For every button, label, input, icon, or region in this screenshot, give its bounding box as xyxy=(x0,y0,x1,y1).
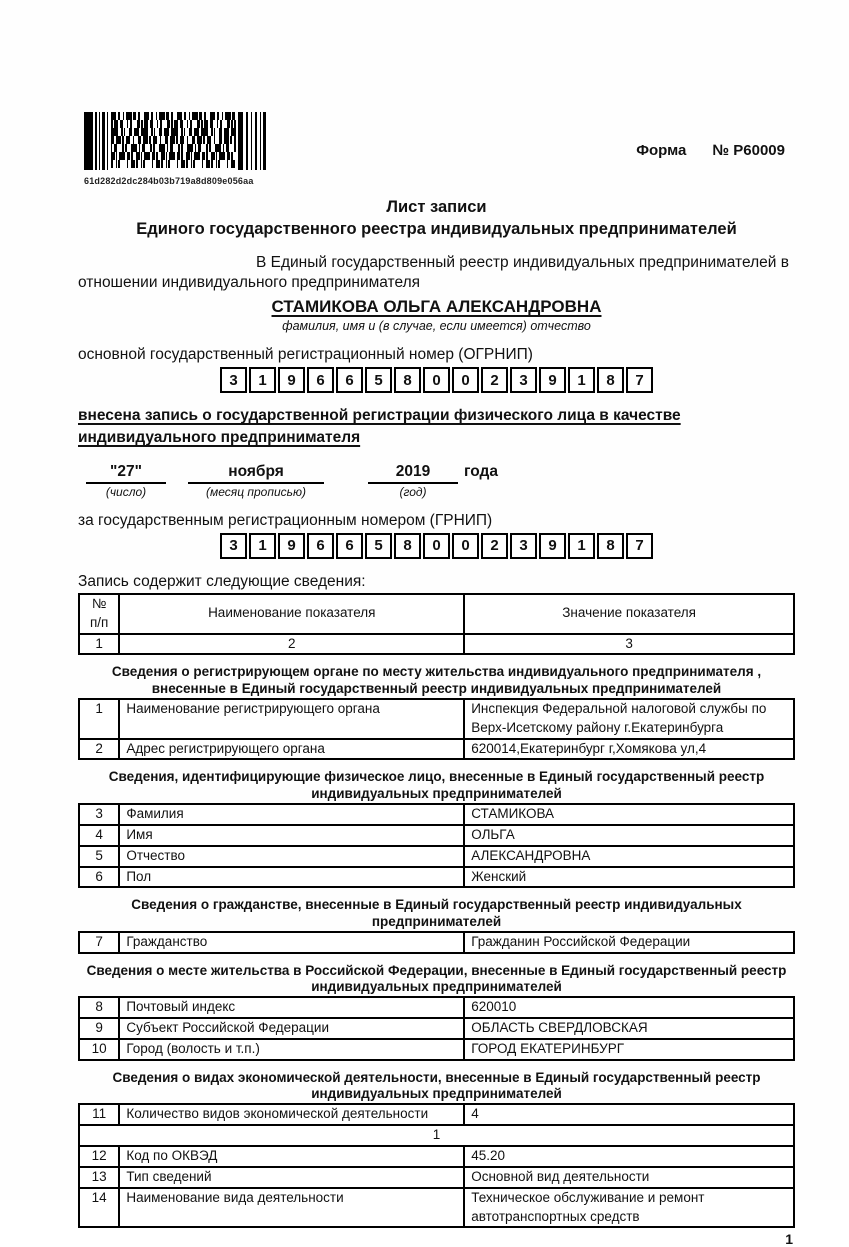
table-row xyxy=(79,1167,794,1188)
registration-date xyxy=(78,463,795,499)
row-num: 7 xyxy=(79,932,119,953)
grnip-digit: 0 xyxy=(452,533,479,559)
header-num-1: 1 xyxy=(79,634,119,655)
intro-paragraph: В Единый государственный реестр индивидуальных предпринимателей в отношении индивидуального предпринимателя xyxy=(78,253,789,292)
grnip-digits xyxy=(78,533,795,559)
ogrnip-digit: 1 xyxy=(249,367,276,393)
table-row xyxy=(79,932,794,953)
row-value: Инспекция Федеральной налоговой службы по Верх-Исетскому району г.Екатеринбурга xyxy=(464,699,794,739)
ogrnip-digit: 7 xyxy=(626,367,653,393)
grnip-digit: 1 xyxy=(249,533,276,559)
section-title-citizenship: Сведения о гражданстве, внесенные в Единый государственный реестр индивидуальных предпринимателей xyxy=(131,897,742,929)
row-value: Основной вид деятельности xyxy=(464,1167,794,1188)
ogrnip-digit: 3 xyxy=(220,367,247,393)
row-value: Гражданин Российской Федерации xyxy=(464,932,794,953)
section-title-economic-activity: Сведения о видах экономической деятельности, внесенные в Единый государственный реестр индивидуальных предпринимателей xyxy=(112,1069,761,1101)
table-row xyxy=(79,825,794,846)
section-table-person-identity xyxy=(78,803,795,889)
row-name: Фамилия xyxy=(119,804,464,825)
table-row xyxy=(79,804,794,825)
grnip-digit: 5 xyxy=(365,533,392,559)
grnip-digit: 3 xyxy=(510,533,537,559)
table-row xyxy=(79,739,794,760)
row-value: ОЛЬГА xyxy=(464,825,794,846)
table-row xyxy=(79,699,794,739)
table-row xyxy=(79,1146,794,1167)
grnip-digit: 1 xyxy=(568,533,595,559)
row-num: 11 xyxy=(79,1104,119,1125)
row-value: Техническое обслуживание и ремонт автотранспортных средств xyxy=(464,1188,794,1228)
registration-statement: внесена запись о государственной регистрации физического лица в качестве индивидуального предпринимателя xyxy=(78,407,681,447)
row-value: 4 xyxy=(464,1104,794,1125)
row-value: 45.20 xyxy=(464,1146,794,1167)
grnip-digit: 9 xyxy=(539,533,566,559)
grnip-digit: 6 xyxy=(307,533,334,559)
row-value: 620010 xyxy=(464,997,794,1018)
row-name: Тип сведений xyxy=(119,1167,464,1188)
record-header-table xyxy=(78,593,795,656)
row-name: Город (волость и т.п.) xyxy=(119,1039,464,1060)
row-name: Наименование регистрирующего органа xyxy=(119,699,464,739)
row-name: Наименование вида деятельности xyxy=(119,1188,464,1228)
table-row xyxy=(79,1188,794,1228)
row-num: 9 xyxy=(79,1018,119,1039)
grnip-digit: 8 xyxy=(394,533,421,559)
table-row xyxy=(79,867,794,888)
table-row xyxy=(79,594,794,634)
ogrnip-digits xyxy=(78,367,795,393)
ogrnip-label: основной государственный регистрационный номер (ОГРНИП) xyxy=(78,346,533,364)
row-num: 5 xyxy=(79,846,119,867)
date-day-group xyxy=(86,463,166,499)
record-intro: Запись содержит следующие сведения: xyxy=(78,572,366,590)
table-row xyxy=(79,846,794,867)
ogrnip-digit: 5 xyxy=(365,367,392,393)
date-year-label: (год) xyxy=(399,484,427,499)
row-num: 2 xyxy=(79,739,119,760)
grnip-digit: 8 xyxy=(597,533,624,559)
header-col-value: Значение показателя xyxy=(464,594,794,634)
table-row xyxy=(79,997,794,1018)
entrepreneur-name: СТАМИКОВА ОЛЬГА АЛЕКСАНДРОВНА xyxy=(271,297,602,317)
date-year-group xyxy=(368,462,498,499)
table-row xyxy=(79,1125,794,1146)
date-month-label: (месяц прописью) xyxy=(206,484,306,499)
row-name: Имя xyxy=(119,825,464,846)
row-num: 4 xyxy=(79,825,119,846)
ogrnip-digit: 6 xyxy=(307,367,334,393)
barcode-hash: 61d282d2dc284b03b719a8d809e056aa xyxy=(84,176,254,186)
date-month-group xyxy=(188,463,324,499)
row-num: 14 xyxy=(79,1188,119,1228)
form-label: Форма xyxy=(636,142,687,159)
row-num: 1 xyxy=(79,699,119,739)
row-value: АЛЕКСАНДРОВНА xyxy=(464,846,794,867)
header-num-3: 3 xyxy=(464,634,794,655)
grnip-digit: 3 xyxy=(220,533,247,559)
table-row xyxy=(79,1104,794,1125)
document-title: Лист записи xyxy=(386,198,487,216)
activity-block-divider: 1 xyxy=(79,1125,794,1146)
grnip-digit: 9 xyxy=(278,533,305,559)
title-block xyxy=(78,196,795,241)
header-num-2: 2 xyxy=(119,634,464,655)
grnip-label: за государственным регистрационным номером (ГРНИП) xyxy=(78,511,493,529)
grnip-digit: 2 xyxy=(481,533,508,559)
header-col-num: № п/п xyxy=(79,594,119,634)
page-number: 1 xyxy=(785,1231,793,1247)
row-name: Гражданство xyxy=(119,932,464,953)
section-title-registering-organ: Сведения о регистрирующем органе по месту жительства индивидуального предпринимателя , внесенные в Единый государственный реестр индивидуальных предпринимателей xyxy=(111,664,762,696)
ogrnip-digit: 8 xyxy=(394,367,421,393)
header-col-name: Наименование показателя xyxy=(119,594,464,634)
row-name: Почтовый индекс xyxy=(119,997,464,1018)
row-num: 6 xyxy=(79,867,119,888)
ogrnip-digit: 0 xyxy=(452,367,479,393)
document-subtitle: Единого государственного реестра индивидуальных предпринимателей xyxy=(136,220,737,239)
table-row xyxy=(79,1018,794,1039)
row-num: 13 xyxy=(79,1167,119,1188)
date-month-value: ноября xyxy=(188,463,324,484)
date-day-value: "27" xyxy=(86,463,166,484)
section-title-residence: Сведения о месте жительства в Российской Федерации, внесенные в Единый государственный реестр индивидуальных предпринимателей xyxy=(86,962,787,994)
row-num: 10 xyxy=(79,1039,119,1060)
ogrnip-digit: 8 xyxy=(597,367,624,393)
row-name: Субъект Российской Федерации xyxy=(119,1018,464,1039)
table-row xyxy=(79,634,794,655)
row-value: СТАМИКОВА xyxy=(464,804,794,825)
date-year-suffix: года xyxy=(464,462,498,480)
row-value: ГОРОД ЕКАТЕРИНБУРГ xyxy=(464,1039,794,1060)
grnip-digit: 6 xyxy=(336,533,363,559)
section-table-registering-organ xyxy=(78,698,795,761)
section-title-person-identity: Сведения, идентифицирующие физическое лицо, внесенные в Единый государственный реестр индивидуальных предпринимателей xyxy=(108,769,765,801)
row-name: Пол xyxy=(119,867,464,888)
section-table-citizenship xyxy=(78,931,795,954)
form-number: № Р60009 xyxy=(712,142,785,159)
date-day-label: (число) xyxy=(105,484,147,499)
section-table-economic-activity xyxy=(78,1103,795,1228)
grnip-digit: 0 xyxy=(423,533,450,559)
row-name: Отчество xyxy=(119,846,464,867)
name-caption: фамилия, имя и (в случае, если имеется) отчество xyxy=(282,319,591,334)
grnip-digit: 7 xyxy=(626,533,653,559)
ogrnip-digit: 9 xyxy=(539,367,566,393)
table-row xyxy=(79,1039,794,1060)
ogrnip-digit: 0 xyxy=(423,367,450,393)
row-num: 3 xyxy=(79,804,119,825)
row-num: 8 xyxy=(79,997,119,1018)
ogrnip-digit: 6 xyxy=(336,367,363,393)
row-value: ОБЛАСТЬ СВЕРДЛОВСКАЯ xyxy=(464,1018,794,1039)
row-name: Код по ОКВЭД xyxy=(119,1146,464,1167)
row-value: 620014,Екатеринбург г,Хомякова ул,4 xyxy=(464,739,794,760)
ogrnip-digit: 1 xyxy=(568,367,595,393)
ogrnip-digit: 2 xyxy=(481,367,508,393)
date-year-value: 2019 xyxy=(368,463,458,484)
section-table-residence xyxy=(78,996,795,1061)
row-num: 12 xyxy=(79,1146,119,1167)
ogrnip-digit: 3 xyxy=(510,367,537,393)
row-name: Количество видов экономической деятельности xyxy=(119,1104,464,1125)
ogrnip-digit: 9 xyxy=(278,367,305,393)
row-value: Женский xyxy=(464,867,794,888)
row-name: Адрес регистрирующего органа xyxy=(119,739,464,760)
